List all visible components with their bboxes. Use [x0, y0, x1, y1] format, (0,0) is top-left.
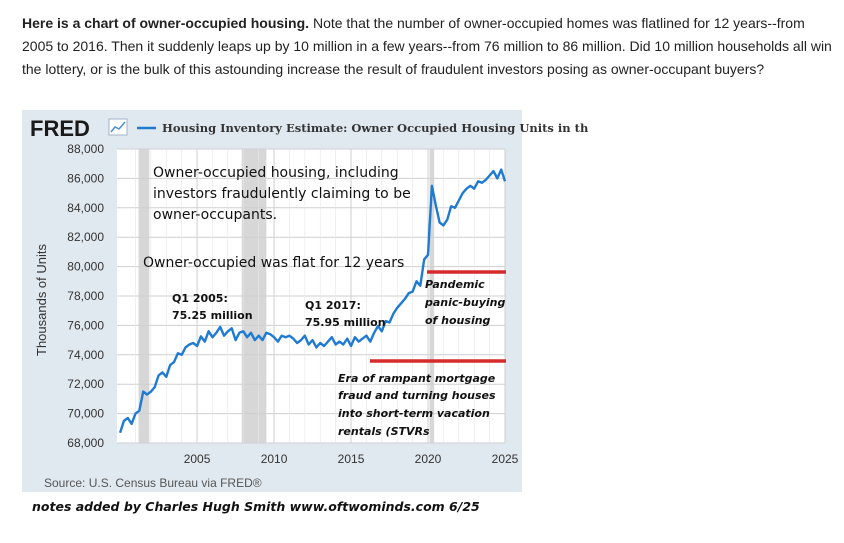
- annotation-era-line4: rentals (STVRs: [338, 425, 430, 438]
- intro-bold-lead: Here is a chart of owner-occupied housing.: [22, 15, 310, 31]
- y-tick-label-76000: 76,000: [67, 318, 104, 333]
- y-tick-label-70000: 70,000: [67, 406, 104, 421]
- fred-chart: [22, 110, 589, 492]
- annotation-q1-2017-value: 75.95 million: [305, 316, 386, 329]
- y-axis-tick-labels: [67, 142, 104, 450]
- annotation-pandemic-line2: panic-buying: [425, 296, 506, 309]
- source-note: Source: U.S. Census Bureau via FRED®: [44, 476, 262, 490]
- y-tick-label-88000: 88,000: [67, 142, 104, 156]
- x-tick-label-2010: 2010: [260, 452, 288, 466]
- annotation-box-line1: Owner-occupied housing, including: [153, 165, 399, 181]
- annotation-era-line2: fraud and turning houses: [338, 389, 496, 402]
- annotation-pandemic-line1: Pandemic: [425, 278, 485, 291]
- y-axis-label: Thousands of Units: [34, 243, 49, 357]
- annotation-q1-2017-label: Q1 2017:: [305, 299, 361, 312]
- annotation-q1-2005-label: Q1 2005:: [172, 292, 228, 305]
- annotation-box-line3: owner-occupants.: [153, 207, 278, 223]
- annotation-flat: Owner-occupied was flat for 12 years: [143, 255, 405, 271]
- intro-body: Note that the number of owner-occupied homes was flatlined for 12 years--from 2005 to 2016. Then it suddenly leaps up by 10 million in a few years--from 76 million to 86 million. Did 10 million households all win the lottery, or is the bulk of this astounding increase the result of fraudulent investors posing as owner-occupant buyers?: [22, 15, 832, 77]
- y-tick-label-78000: 78,000: [67, 289, 104, 303]
- fred-graph-icon: [109, 119, 127, 135]
- y-tick-label-72000: 72,000: [67, 377, 104, 392]
- y-tick-label-86000: 86,000: [67, 171, 104, 186]
- annotation-era-line3: into short-term vacation: [338, 407, 490, 420]
- x-axis-tick-labels: [184, 452, 519, 466]
- x-tick-label-2020: 2020: [414, 452, 442, 466]
- intro-paragraph: [22, 12, 834, 81]
- annotation-era-line1: Era of rampant mortgage: [338, 372, 496, 385]
- y-tick-label-82000: 82,000: [67, 230, 104, 245]
- x-tick-label-2015: 2015: [337, 452, 365, 466]
- x-tick-label-2025: 2025: [491, 452, 519, 466]
- footnote: notes added by Charles Hugh Smith www.oftwominds.com 6/25: [32, 499, 480, 514]
- y-tick-label-84000: 84,000: [67, 200, 104, 215]
- x-tick-label-2005: 2005: [183, 452, 211, 466]
- fred-chart-panel: [22, 110, 589, 492]
- annotation-q1-2005-value: 75.25 million: [172, 309, 253, 322]
- series-title: Housing Inventory Estimate: Owner Occupied Housing Units in th: [162, 121, 589, 135]
- y-tick-label-68000: 68,000: [67, 436, 104, 450]
- y-tick-label-74000: 74,000: [67, 347, 104, 362]
- y-tick-label-80000: 80,000: [67, 259, 104, 274]
- annotation-pandemic-line3: of housing: [425, 314, 491, 327]
- annotation-box-line2: investors fraudulently claiming to be: [153, 186, 411, 202]
- fred-logo: FRED: [30, 116, 90, 141]
